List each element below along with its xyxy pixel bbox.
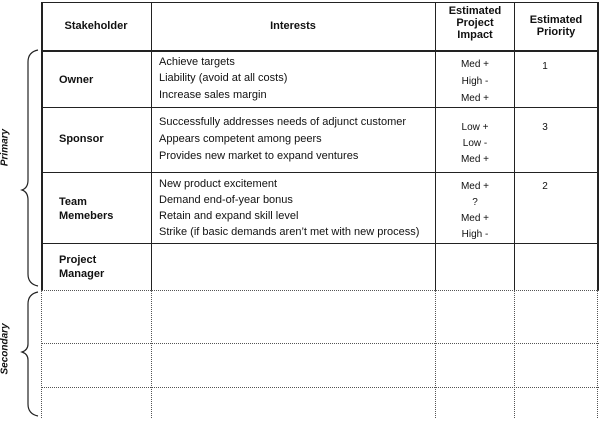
interest-item: Appears competent among peers xyxy=(159,133,322,145)
primary-bracket xyxy=(22,50,38,286)
header-priority xyxy=(515,14,597,38)
secondary-divider xyxy=(41,290,599,291)
interest-item: Liability (avoid at all costs) xyxy=(159,72,288,84)
header-bottom-border xyxy=(41,50,599,52)
stakeholder-name: Sponsor xyxy=(59,133,104,145)
header-interests: Interests xyxy=(270,20,316,32)
table-top-border xyxy=(41,2,599,3)
header-stakeholder: Stakeholder xyxy=(64,20,128,32)
secondary-row-divider xyxy=(41,343,599,344)
stakeholder-name xyxy=(59,195,113,223)
priority-value: 3 xyxy=(542,122,548,133)
header-priority-line: Priority xyxy=(536,26,576,38)
secondary-column-divider xyxy=(151,290,152,418)
column-divider xyxy=(151,2,152,290)
interest-item: Successfully addresses needs of adjunct customer xyxy=(159,116,407,128)
row-divider xyxy=(41,243,599,244)
header-impact xyxy=(436,5,514,41)
interest-item: Achieve targets xyxy=(159,56,235,68)
impact-value: ? xyxy=(472,197,478,208)
interest-item: New product excitement xyxy=(159,178,277,190)
secondary-group-label: Secondary xyxy=(0,323,11,375)
stakeholder-name: Owner xyxy=(59,74,94,86)
header-impact-line: Project xyxy=(456,17,494,29)
interest-item: Increase sales margin xyxy=(159,89,267,101)
impact-value: Med + xyxy=(460,59,490,70)
interest-item: Demand end-of-year bonus xyxy=(159,194,293,206)
header-impact-line: Impact xyxy=(457,29,493,41)
secondary-bracket xyxy=(22,292,38,416)
column-divider xyxy=(514,2,515,290)
header-impact-line: Estimated xyxy=(448,5,502,17)
table-right-border xyxy=(597,2,599,290)
secondary-column-divider xyxy=(514,290,515,418)
row-divider xyxy=(41,107,599,108)
stakeholder-name-line: Memebers xyxy=(59,210,114,222)
secondary-row-divider xyxy=(41,387,599,388)
stakeholder-name-line: Manager xyxy=(59,268,105,280)
stakeholder-name-line: Team xyxy=(59,196,87,208)
column-divider xyxy=(435,2,436,290)
impact-value: Med + xyxy=(460,93,490,104)
interest-item: Provides new market to expand ventures xyxy=(159,150,359,162)
secondary-column-divider xyxy=(435,290,436,418)
primary-group-label: Primary xyxy=(0,128,11,167)
priority-value: 2 xyxy=(542,181,548,192)
stakeholder-name-line: Project xyxy=(59,254,97,266)
interest-item: Strike (if basic demands aren’t met with new process) xyxy=(159,226,420,238)
interest-item: Retain and expand skill level xyxy=(159,210,299,222)
header-priority-line: Estimated xyxy=(529,14,583,26)
impact-value: Low - xyxy=(462,138,488,149)
impact-value: Med + xyxy=(460,213,490,224)
group-brackets xyxy=(18,48,42,420)
impact-value: Low + xyxy=(461,122,489,133)
impact-value: High - xyxy=(461,76,489,87)
priority-value: 1 xyxy=(542,61,548,72)
impact-value: High - xyxy=(461,229,489,240)
impact-value: Med + xyxy=(460,181,490,192)
row-divider xyxy=(41,172,599,173)
impact-value: Med + xyxy=(460,154,490,165)
stakeholder-name xyxy=(59,253,104,281)
secondary-right-border xyxy=(597,290,598,418)
